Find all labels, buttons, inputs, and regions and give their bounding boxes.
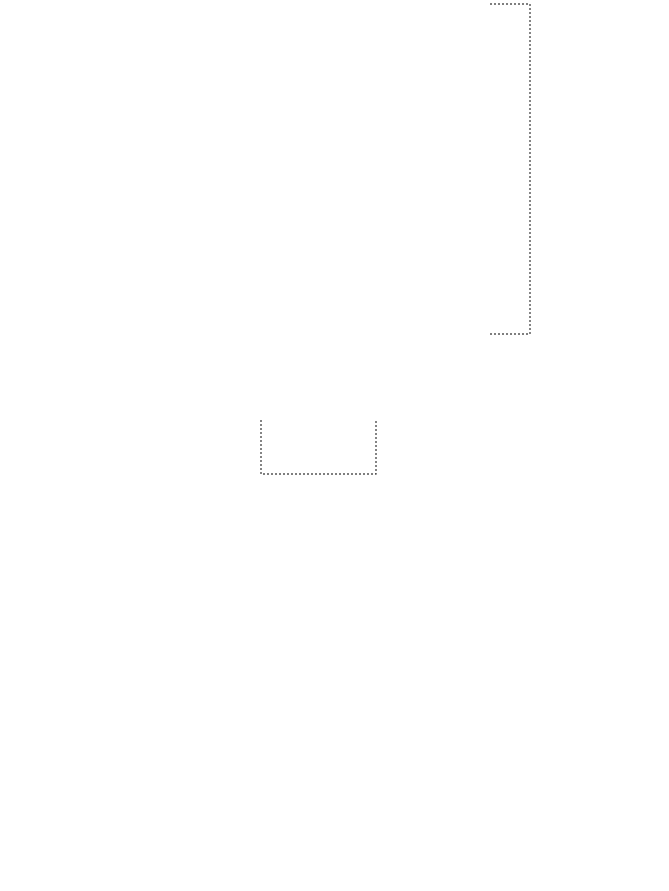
repeat-bracket-bottom (261, 420, 376, 474)
repeat-brackets (261, 4, 530, 474)
repeat-bracket-right (490, 4, 530, 334)
